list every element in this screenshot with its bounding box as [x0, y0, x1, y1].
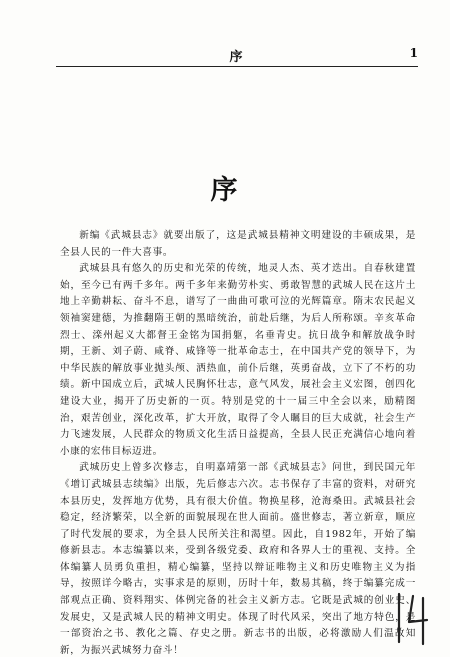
page-number: 1 — [409, 46, 418, 60]
paragraph-3: 武城历史上曾多次修志，自明嘉靖第一部《武城县志》问世，到民国元年《增订武城县志续编》出版，先后修志六次。志书保存了丰富的资料，对研究本县历史，发挥地方优势，具有很大价值。物换星移，沧海桑田。武城县社会稳定，经济繁荣，以全新的面貌展现在世人面前。盛世修志，著立新章，顺应了时代发展的要求，为全县人民所关注和渴望。因此，自1982年，开始了编修新县志。本志编纂以来，受到各级党委、政府和各界人士的重视、支持。全体编纂人员勇负重担，精心编纂，坚持以辩证唯物主义和历史唯物主义为指导，按照详今略古，实事求是的原则，历时十年，数易其稿，终于编纂完成一部观点正确、资料翔实、体例完备的社会主义新方志。它既是武城的创业史、发展史，又是武城人民的精神文明史。体现了时代风采，突出了地方特色，是一部资治之书、教化之篇、存史之册。新志书的出版，必将激励人们温故知新，为振兴武城努力奋斗！ — [60, 462, 416, 656]
paragraph-2: 武城县具有悠久的历史和光荣的传统，地灵人杰、英才迭出。自春秋建置始，至今已有两千多年。两千多年来勤劳朴实、勇敢智慧的武城人民在这片土地上辛勤耕耘、奋斗不息，谱写了一曲曲可歌可泣的光辉篇章。隋末农民起义领袖窦建德，为推翻隋王朝的黑暗统治，前赴后继，为后人所称颂。辛亥革命烈士、滦州起义大都督王金铭为国捐躯，名垂青史。抗日战争和解放战争时期，王新、刘子蔚、咸脊、咸锋等一批革命志士，在中国共产党的领导下，为中华民族的解放事业抛头颅、洒热血，前仆后继，英勇奋战，立下了不朽的功绩。新中国成立后，武城人民胸怀壮志，意气风发，展社会主义宏图，创四化建设大业，揭开了历史新的一页。特别是党的十一届三中全会以来，励精图治，艰苦创业，深化改革，扩大开放，取得了令人瞩目的巨大成就，社会生产力飞速发展，人民群众的物质文化生活日益提高，全县人民正充满信心地向着小康的宏伟目标迈进。 — [60, 263, 416, 457]
preface-title: 序 — [210, 175, 240, 206]
running-header-title: 序 — [229, 50, 245, 65]
header-rule — [56, 66, 418, 67]
running-header — [56, 46, 418, 66]
handwritten-page-mark — [393, 586, 433, 646]
handwritten-14-drawing — [393, 586, 433, 646]
preface-body — [60, 228, 416, 659]
paragraph-1: 新编《武城县志》就要出版了，这是武城县精神文明建设的丰硕成果，是全县人民的一件大喜事。 — [60, 230, 416, 258]
